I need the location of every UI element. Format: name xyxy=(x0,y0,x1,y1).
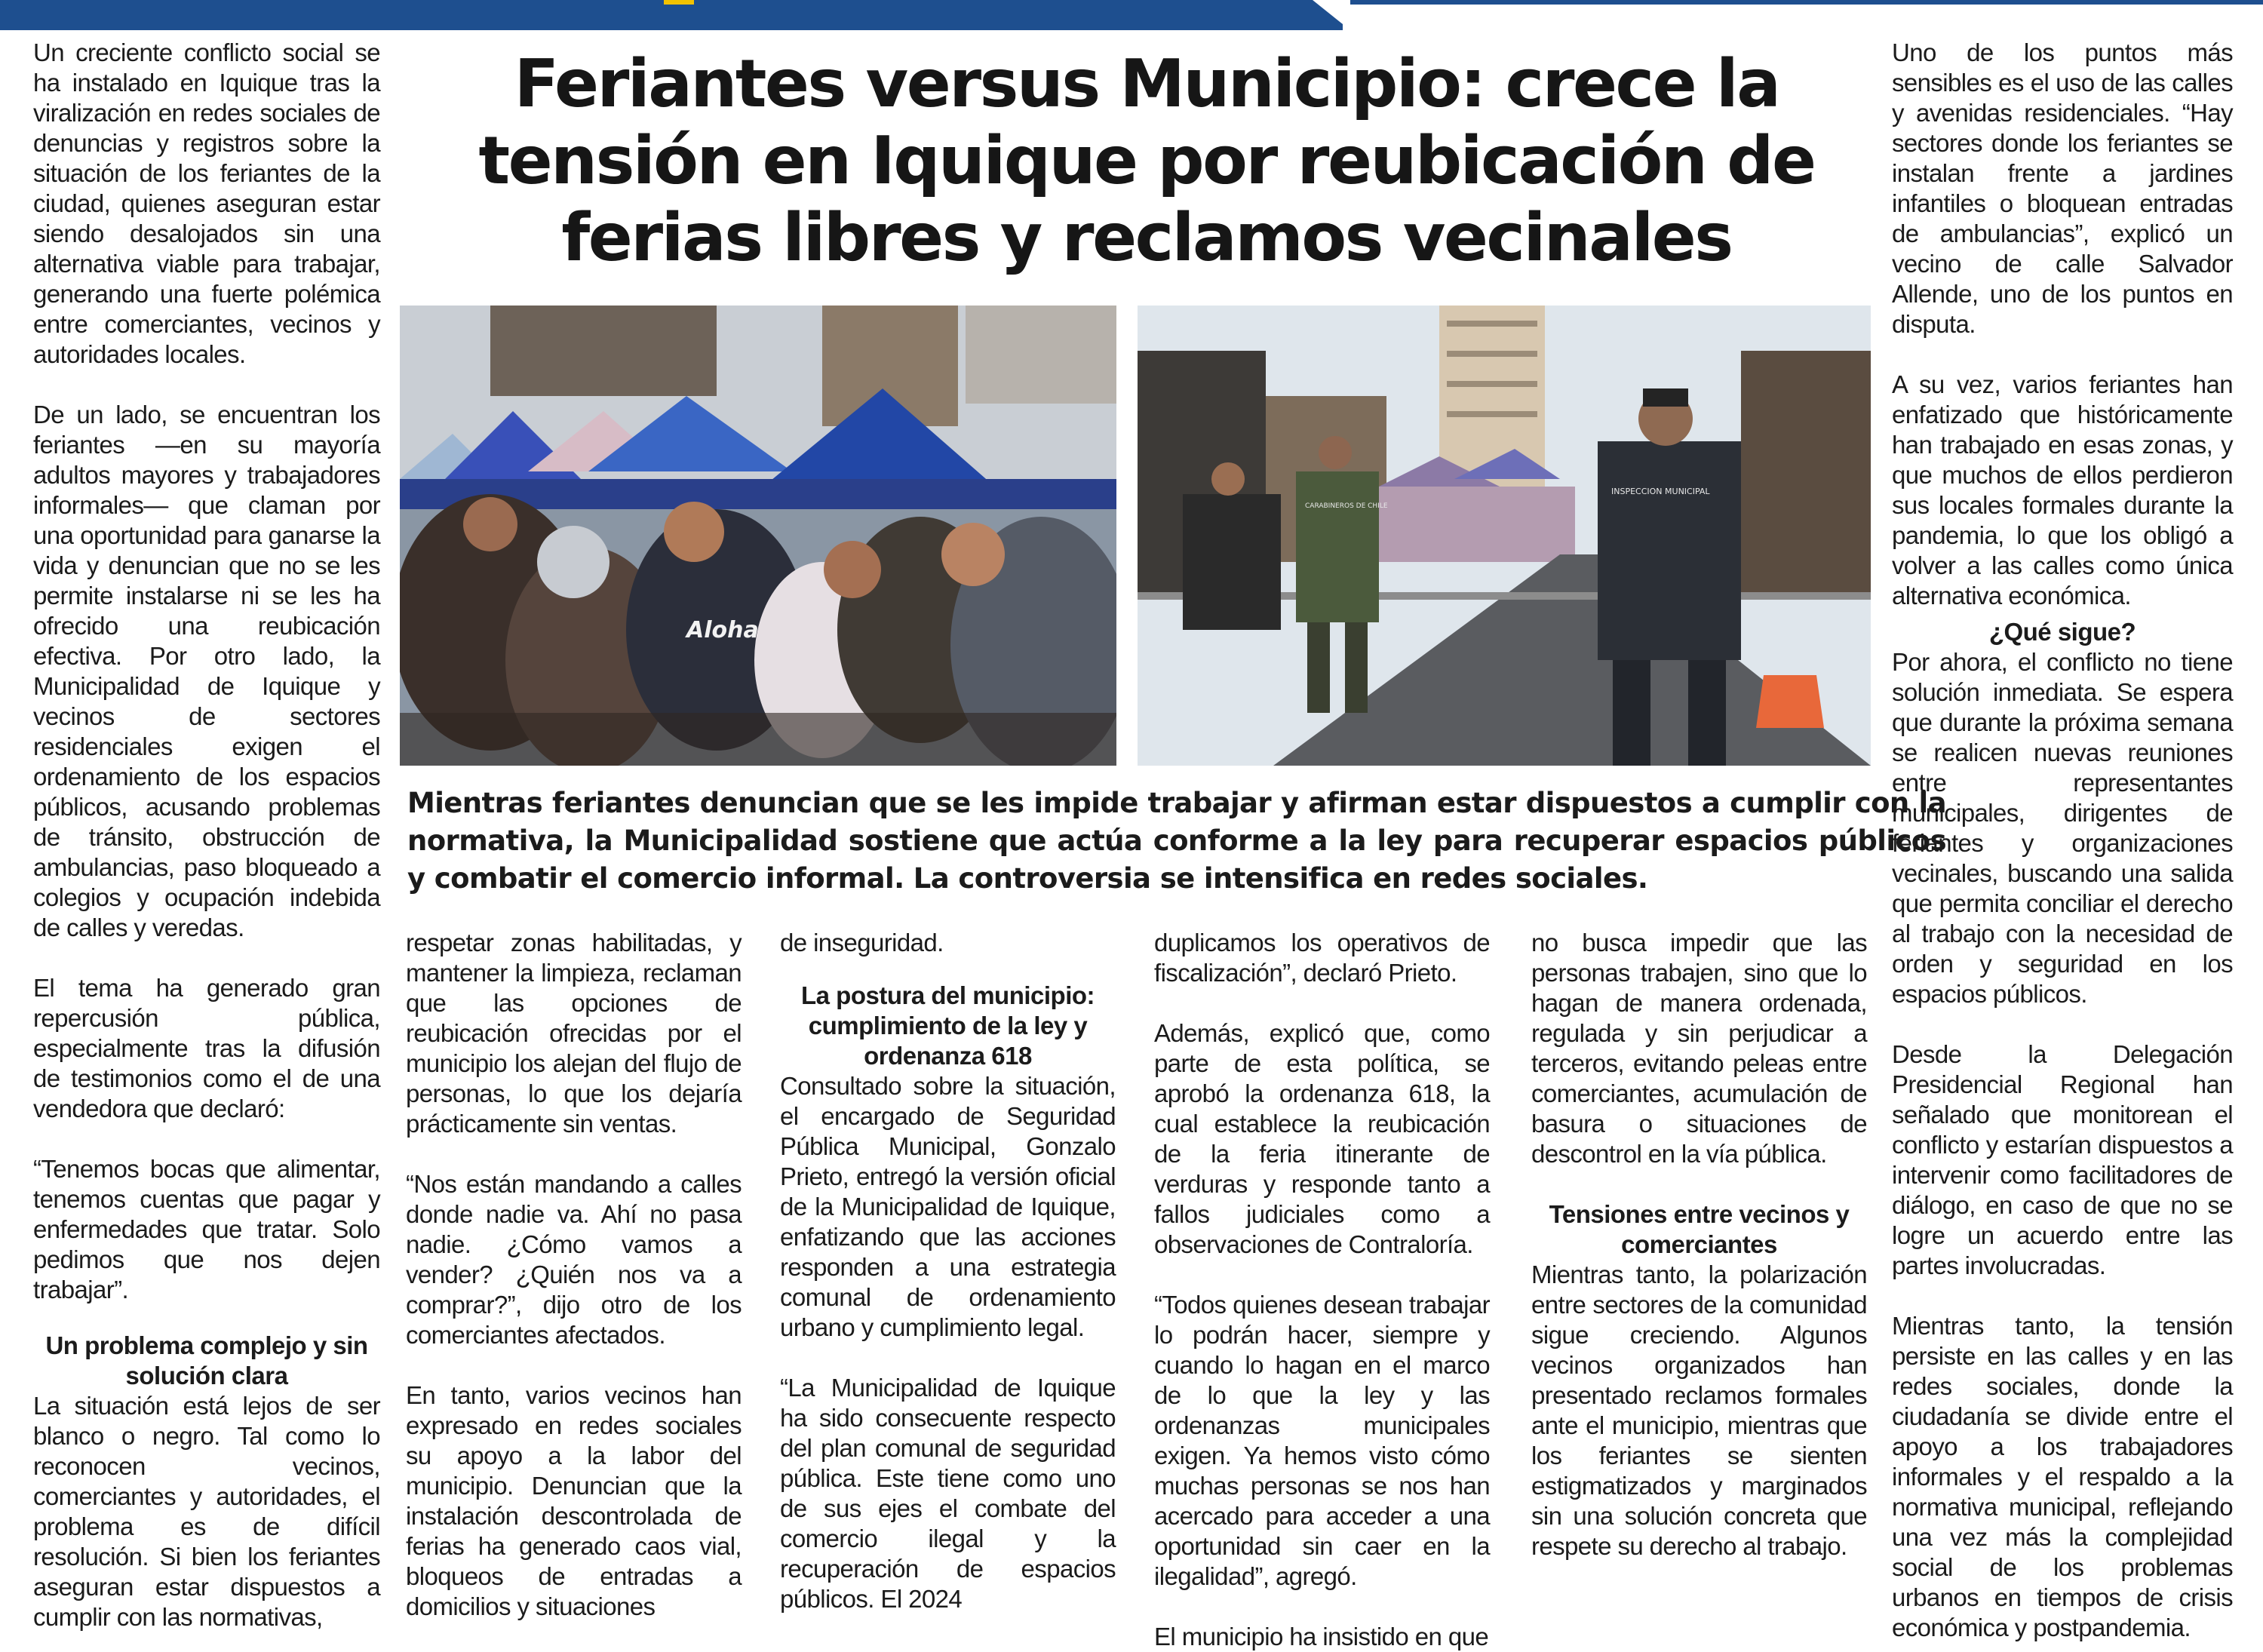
paragraph: En tanto, varios vecinos han expresado en redes sociales su apoyo a la labor del municipio. Denuncian que la instalación descontrolada de ferias ha generado caos vial, bloqueos de entradas a domicilios y situaciones xyxy=(406,1381,742,1620)
headline: Feriantes versus Municipio: crece la tensión en Iquique por reubicación de ferias libres y reclamos vecinales xyxy=(478,45,1815,276)
top-banner xyxy=(0,0,2263,30)
paragraph: El tema ha generado gran repercusión pública, especialmente tras la difusión de testimonios como el de una vendedora que declaró: xyxy=(33,974,380,1122)
article-column-1 xyxy=(33,38,380,1632)
section-heading: Tensiones entre vecinos y comerciantes xyxy=(1549,1200,1850,1258)
paragraph: A su vez, varios feriantes han enfatizado que históricamente han trabajado en esas zonas, y que muchos de ellos perdieron sus locales formales durante la pandemia, lo que los obligó a volver a las calles como única alternativa económica. xyxy=(1892,370,2233,610)
paragraph: respetar zonas habilitadas, y mantener la limpieza, reclaman que las opciones de reubicación ofrecidas por el municipio los alejan del flujo de personas, lo que los dejaría prácticamente sin ventas. xyxy=(406,929,742,1138)
paragraph: El municipio ha insistido en que xyxy=(1154,1623,1489,1650)
article-column-3 xyxy=(780,928,1116,1614)
article-column-5 xyxy=(1531,928,1867,1561)
article-column-6 xyxy=(1892,38,2233,1643)
quote-paragraph: “Nos están mandando a calles donde nadie va. Ahí no pasa nadie. ¿Cómo vamos a vender? ¿Quién nos va a comprar?”, dijo otro de los comerciantes afectados. xyxy=(406,1170,742,1349)
section-heading: La postura del municipio: cumplimiento de la ley y ordenanza 618 xyxy=(800,981,1095,1070)
paragraph: Uno de los puntos más sensibles es el uso de las calles y avenidas residenciales. “Hay sectores donde los feriantes se instalan frente a jardines infantiles o bloquean entradas de ambulancias”, explicó un vecino de calle Salvador Allende, uno de los puntos en disputa. xyxy=(1892,38,2233,338)
quote-paragraph: “La Municipalidad de Iquique ha sido consecuente respecto del plan comunal de seguridad pública. Este tiene como uno de sus ejes el combate del comercio ilegal y la recuperación de espacios públicos. El 2024 xyxy=(780,1374,1116,1613)
paragraph: Un creciente conflicto social se ha instalado en Iquique tras la viralización en redes sociales de denuncias y registros sobre la situación de los feriantes de la ciudad, quienes aseguran estar siendo desalojados sin una alternativa viable para trabajar, generando una fuerte polémica entre comerciantes, vecinos y autoridades locales. xyxy=(33,38,380,368)
paragraph: Desde la Delegación Presidencial Regional han señalado que monitorean el conflicto y estarían dispuestos a intervenir como facilitadores de diálogo, en caso de que no se logre un acuerdo entre las partes involucradas. xyxy=(1892,1040,2233,1279)
photo-protest-crowd xyxy=(400,306,1116,766)
section-heading: Un problema complejo y sin solución clara xyxy=(45,1331,368,1389)
paragraph: duplicamos los operativos de fiscalización”, declaró Prieto. xyxy=(1154,929,1490,987)
article-column-2 xyxy=(406,928,742,1622)
vest-text-carabineros: CARABINEROS DE CHILE xyxy=(1305,502,1388,510)
paragraph: Mientras tanto, la polarización entre sectores de la comunidad sigue creciendo. Algunos vecinos organizados han presentado reclamos formales ante el municipio, mientras que los feriantes se sienten estigmatizados y marginados sin una solución concreta que respete su derecho al trabajo. xyxy=(1531,1260,1867,1560)
photo-street-inspection xyxy=(1138,306,1871,766)
paragraph: Por ahora, el conflicto no tiene solución inmediata. Se espera que durante la próxima semana se realicen nuevas reuniones entre representantes municipales, dirigentes de feriantes y organizaciones vecinales, buscando una salida que permita conciliar el derecho al trabajo con la necesidad de orden y seguridad en los espacios públicos. xyxy=(1892,648,2233,1008)
paragraph: La situación está lejos de ser blanco o negro. Tal como lo reconocen vecinos, comerciantes y autoridades, el problema es de difícil resolución. Si bien los feriantes aseguran estar dispuestos a cumplir con las normativas, xyxy=(33,1392,380,1631)
paragraph: Consultado sobre la situación, el encargado de Seguridad Pública Municipal, Gonzalo Prieto, entregó la versión oficial de la Municipalidad de Iquique, enfatizando que las acciones responden a una estrategia comunal de ordenamiento urbano y cumplimiento legal. xyxy=(780,1072,1116,1341)
vest-text: Aloha xyxy=(686,617,759,643)
paragraph: no busca impedir que las personas trabajen, sino que lo hagan de manera ordenada, regulada y sin perjudicar a terceros, evitando peleas entre comerciantes, acumulación de basura o situaciones de descontrol en la vía pública. xyxy=(1531,929,1867,1168)
paragraph: De un lado, se encuentran los feriantes —en su mayoría adultos mayores y trabajadores informales— que claman por una oportunidad para ganarse la vida y denuncian que no se les permite instalarse ni se les ha ofrecido una reubicación efectiva. Por otro lado, la Municipalidad de Iquique y vecinos de sectores residenciales exigen el ordenamiento de los espacios públicos, acusando problemas de tránsito, obstrucción de ambulancias, paso bloqueado a colegios y ocupación indebida de calles y veredas. xyxy=(33,401,380,941)
section-heading: ¿Qué sigue? xyxy=(1988,618,2136,646)
article-column-4 xyxy=(1154,928,1490,1652)
paragraph: Mientras tanto, la tensión persiste en las calles y en las redes sociales, donde la ciudadanía se divide entre el apoyo a los trabajadores informales y el respaldo a la normativa municipal, reflejando una vez más la complejidad social de los problemas urbanos en tiempos de crisis económica y postpandemia. xyxy=(1892,1312,2233,1641)
paragraph: de inseguridad. xyxy=(780,929,944,957)
lede-paragraph: Mientras feriantes denuncian que se les impide trabajar y afirman estar dispuestos a cumplir con la normativa, la Municipalidad sostiene que actúa conforme a la ley para recuperar espacios públicos y combatir el comercio informal. La controversia se intensifica en redes sociales. xyxy=(407,787,1946,895)
quote-paragraph: “Todos quienes desean trabajar lo podrán hacer, siempre y cuando lo hagan en el marco de lo que la ley y las ordenanzas municipales exigen. Ya hemos visto cómo muchas personas se nos han acercado para acceder a una oportunidad sin caer en la ilegalidad”, agregó. xyxy=(1154,1291,1490,1590)
quote-paragraph: “Tenemos bocas que alimentar, tenemos cuentas que pagar y enfermedades que tratar. Solo pedimos que nos dejen trabajar”. xyxy=(33,1155,380,1303)
paragraph: Además, explicó que, como parte de esta política, se aprobó la ordenanza 618, la cual establece la reubicación de la feria itinerante de verduras y responde tanto a fallos judiciales como a observaciones de Contraloría. xyxy=(1154,1019,1490,1258)
vest-text-inspeccion: INSPECCION MUNICIPAL xyxy=(1611,487,1710,496)
